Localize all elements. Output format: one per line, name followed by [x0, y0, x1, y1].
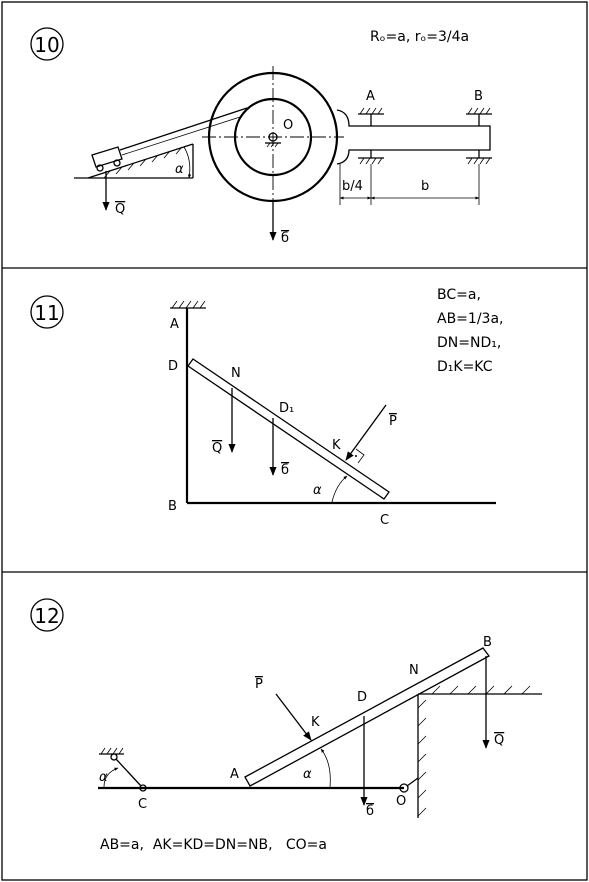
problem-number: 10 [34, 33, 60, 57]
hinge-O-link [407, 778, 418, 786]
dim-label-1: b/4 [342, 179, 363, 194]
angle-arc [332, 476, 347, 502]
rope-lower [122, 117, 240, 155]
label-N: N [231, 366, 241, 381]
label-G: б [281, 231, 290, 246]
label-B: B [483, 635, 492, 650]
given-line-1: BC=a, [437, 287, 481, 303]
problem-number: 11 [34, 301, 60, 325]
cart-load [92, 147, 122, 171]
label-O: O [396, 794, 407, 809]
right-angle-dot [355, 455, 357, 457]
problem-10 [31, 28, 492, 246]
rope [116, 759, 141, 786]
given-text: Rₒ=a, rₒ=3/4a [370, 29, 470, 45]
label-alpha-right: α [303, 767, 312, 782]
wall-hatching [418, 686, 530, 816]
support-A-icon [358, 108, 384, 164]
label-O: O [283, 118, 294, 133]
force-P-arrow [346, 405, 386, 460]
support-A-icon [170, 301, 206, 308]
label-B: B [474, 89, 483, 104]
label-D: D [168, 359, 179, 374]
label-P: P [255, 677, 263, 692]
label-A: A [170, 317, 179, 332]
angle-arc-right [321, 749, 330, 787]
label-C: C [138, 797, 148, 812]
label-K: K [311, 715, 320, 730]
support-B-icon [466, 108, 492, 164]
label-K: K [332, 438, 341, 453]
label-Q: Q [115, 202, 126, 217]
angle-arc [184, 147, 190, 178]
arm [337, 110, 490, 164]
label-D: D [357, 690, 368, 705]
outer-frame [2, 2, 587, 880]
support-left-icon [99, 748, 124, 754]
label-D1: D₁ [279, 401, 295, 416]
label-N: N [409, 663, 419, 678]
rod [188, 359, 389, 499]
label-B: B [168, 499, 177, 514]
given-line-2: AB=1/3a, [437, 311, 504, 327]
label-G: б [366, 804, 375, 819]
label-alpha-left: α [99, 770, 108, 785]
rod [245, 648, 489, 786]
given-line-3: DN=ND₁, [437, 335, 502, 351]
label-alpha: α [175, 162, 184, 177]
label-C: C [380, 513, 390, 528]
given-line-4: D₁K=KC [437, 359, 493, 375]
label-Q: Q [212, 441, 223, 456]
dim-label-2: b [421, 179, 430, 194]
force-P-arrow [276, 694, 311, 740]
problem-11 [31, 287, 503, 528]
right-angle-mark [356, 449, 364, 463]
problem-12 [31, 599, 542, 853]
problem-number: 12 [34, 604, 60, 628]
label-alpha: α [313, 483, 322, 498]
label-A: A [230, 767, 239, 782]
given-text: AB=a, AK=KD=DN=NB, CO=a [100, 837, 327, 853]
label-Q: Q [494, 733, 505, 748]
rope [120, 108, 247, 150]
label-A: A [366, 89, 375, 104]
label-P: P [389, 414, 397, 429]
label-G: б [281, 463, 290, 478]
pivot-support-icon [265, 143, 281, 147]
